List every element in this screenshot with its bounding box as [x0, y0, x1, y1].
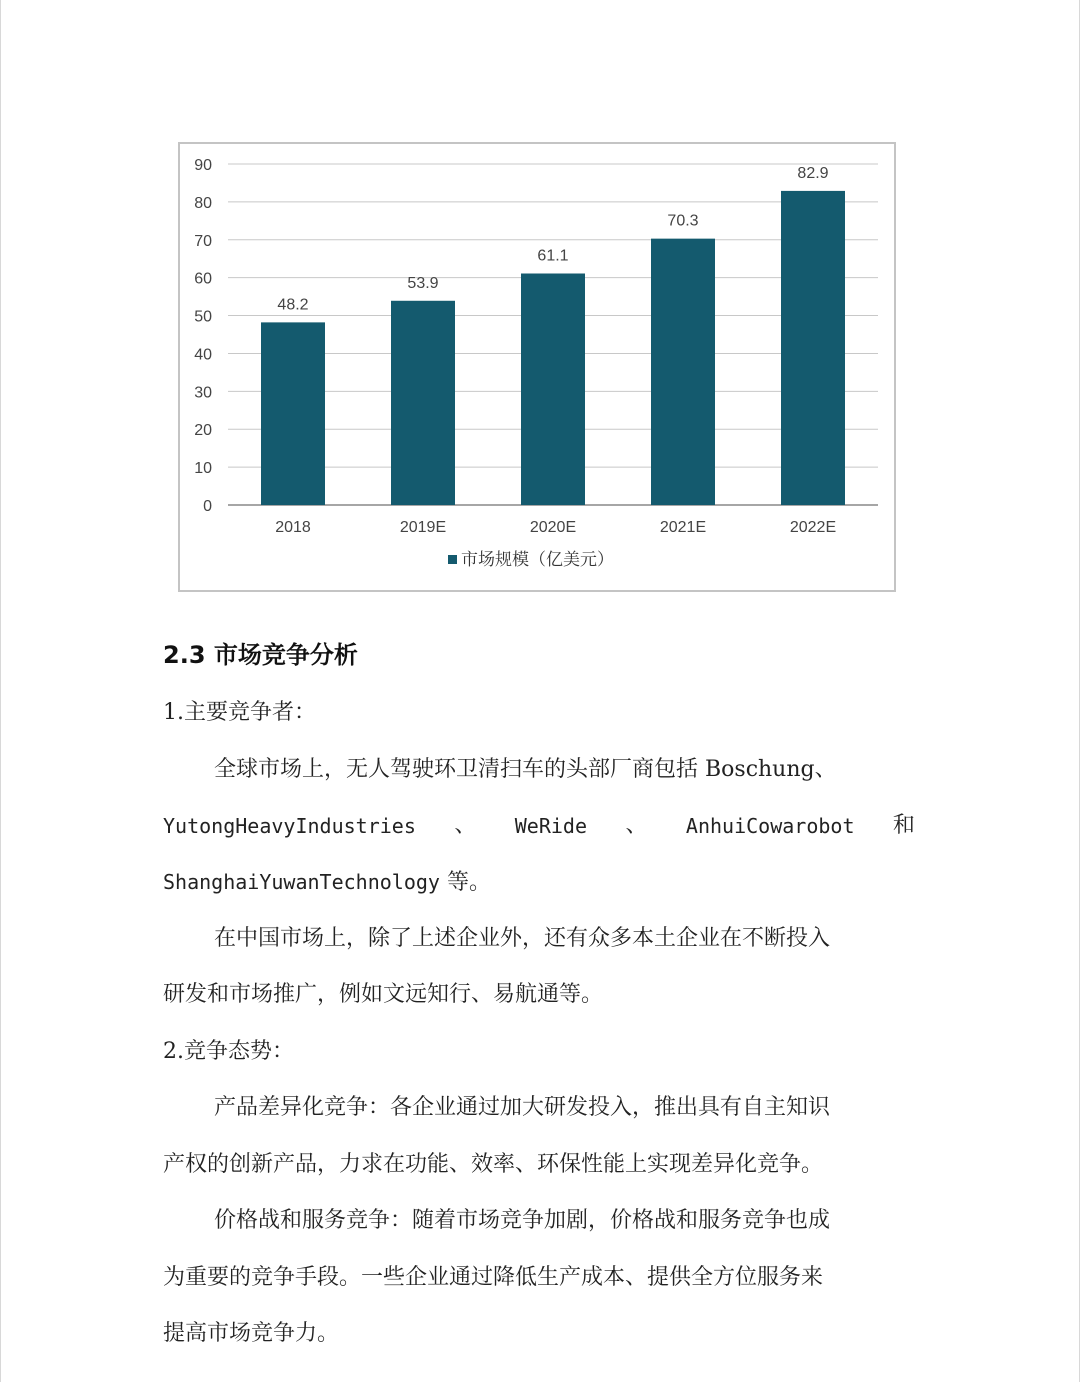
- bar: [391, 301, 455, 505]
- company-yuwan: ShanghaiYuwanTechnology: [163, 870, 440, 894]
- data-label: 82.9: [797, 164, 829, 182]
- y-tick-label: 0: [203, 498, 212, 515]
- subsection-title-landscape: 2.竞争态势：: [163, 1039, 294, 1064]
- paragraph-global-line-2: [163, 811, 915, 841]
- y-tick-label: 80: [194, 194, 212, 212]
- bar: [651, 239, 715, 505]
- company-cowarobot: AnhuiCowarobot: [685, 814, 855, 838]
- company-yutong: YutongHeavyIndustries: [163, 814, 416, 838]
- paragraph-differentiation-line-2: 产权的创新产品，力求在功能、效率、环保性能上实现差异化竞争。: [163, 1152, 824, 1177]
- separator: 、: [625, 813, 648, 838]
- chart-canvas: [180, 144, 894, 590]
- paragraph-china-line-2: 研发和市场推广，例如文远知行、易航通等。: [163, 982, 604, 1007]
- legend-label: 市场规模（亿美元）: [461, 550, 614, 570]
- y-tick-label: 30: [194, 384, 212, 402]
- x-tick-label: 2021E: [659, 519, 707, 536]
- y-tick-label: 50: [194, 308, 212, 326]
- market-size-chart: [178, 142, 896, 592]
- y-tick-label: 20: [194, 422, 212, 440]
- paragraph-global-line-3: [163, 867, 915, 898]
- paragraph-china-line-1: 在中国市场上，除了上述企业外，还有众多本土企业在不断投入: [214, 926, 831, 951]
- paragraph-price-line-2: 为重要的竞争手段。一些企业通过降低生产成本、提供全方位服务来: [163, 1265, 824, 1290]
- x-tick-label: 2019E: [399, 519, 447, 536]
- company-weride: WeRide: [514, 814, 588, 838]
- paragraph-price-line-3: 提高市场竞争力。: [163, 1321, 340, 1346]
- y-tick-label: 70: [194, 232, 212, 250]
- page-edge-left: [0, 0, 1, 1382]
- data-label: 61.1: [537, 247, 569, 265]
- paragraph-global-line-3-end: 等。: [439, 870, 491, 895]
- conjunction: 和: [892, 813, 915, 838]
- x-tick-label: 2018: [275, 519, 311, 536]
- bar: [261, 322, 325, 505]
- paragraph-global-line-1: 全球市场上，无人驾驶环卫清扫车的头部厂商包括 Boschung、: [214, 757, 837, 782]
- subsection-title-competitors: 1.主要竞争者：: [163, 700, 316, 725]
- y-tick-label: 90: [194, 157, 212, 174]
- y-tick-label: 40: [194, 346, 212, 364]
- legend-swatch: [448, 555, 457, 564]
- data-label: 70.3: [667, 212, 699, 230]
- y-tick-label: 10: [194, 460, 212, 478]
- data-label: 48.2: [277, 296, 309, 314]
- x-tick-label: 2020E: [529, 519, 577, 536]
- bar: [521, 273, 585, 505]
- bar: [781, 191, 845, 505]
- separator: 、: [454, 813, 477, 838]
- y-tick-label: 60: [194, 270, 212, 288]
- section-heading: 2.3 市场竞争分析: [163, 641, 358, 669]
- data-label: 53.9: [407, 274, 439, 292]
- paragraph-price-line-1: 价格战和服务竞争：随着市场竞争加剧，价格战和服务竞争也成: [214, 1208, 831, 1233]
- paragraph-differentiation-line-1: 产品差异化竞争：各企业通过加大研发投入，推出具有自主知识: [214, 1095, 831, 1120]
- x-tick-label: 2022E: [789, 519, 837, 536]
